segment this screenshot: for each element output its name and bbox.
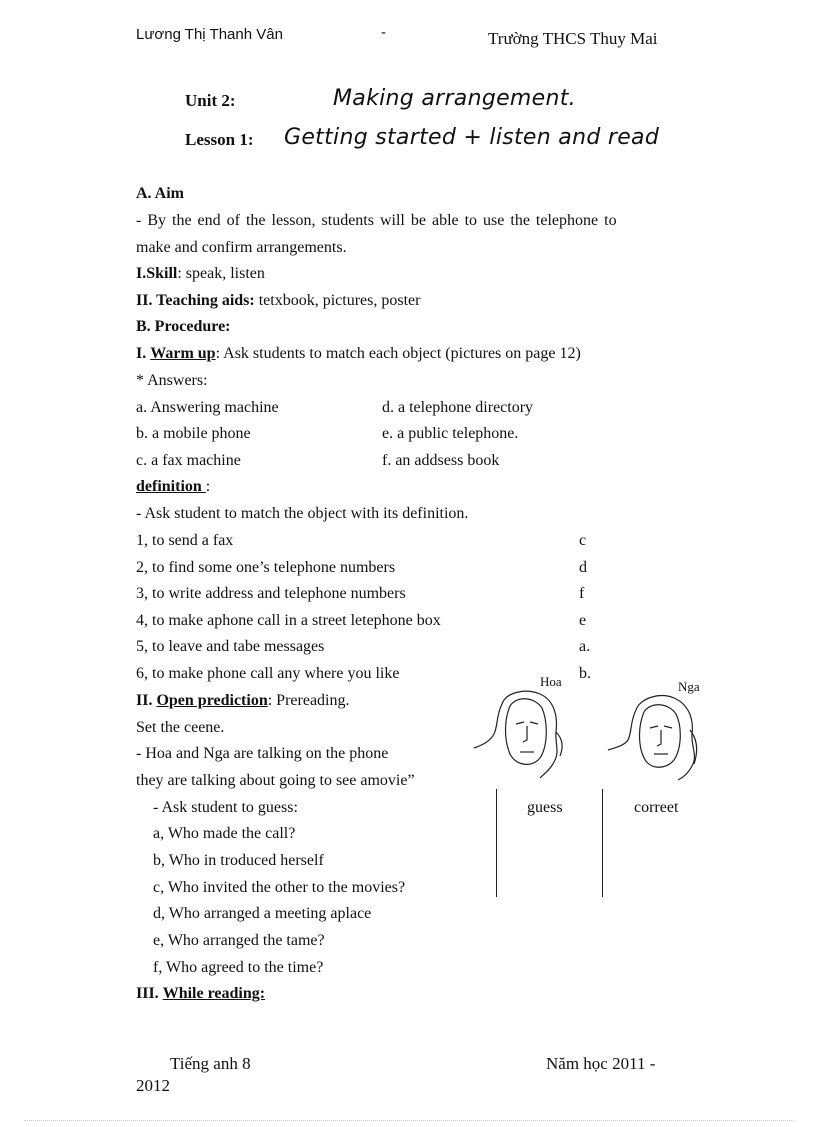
warmup-line <box>136 345 581 363</box>
footer-subject: Tiếng anh 8 <box>170 1054 251 1073</box>
prediction-text: : Prereading. <box>267 692 350 709</box>
definition-item: 3, to write address and telephone numbers <box>136 585 406 602</box>
name-hoa: Hoa <box>540 674 562 689</box>
name-nga: Nga <box>678 679 700 694</box>
footer-school-year: Năm học 2011 - <box>546 1054 656 1073</box>
definition-label: definition <box>136 478 206 495</box>
question: a, Who made the call? <box>153 825 296 842</box>
answers-label: * Answers: <box>136 372 208 389</box>
answer-left: a. Answering machine <box>136 399 279 416</box>
definition-colon: : <box>205 478 211 495</box>
aim-heading: A. Aim <box>136 185 184 202</box>
lesson-label: Lesson 1: <box>185 130 254 149</box>
question: f, Who agreed to the time? <box>153 959 324 976</box>
answer-left: b. a mobile phone <box>136 425 251 442</box>
while-reading-line <box>136 985 265 1003</box>
question: d, Who arranged a meeting aplace <box>153 905 372 922</box>
aids-label: II. Teaching aids: <box>136 292 255 309</box>
header-author: Lương Thị Thanh Vân <box>136 26 283 43</box>
set-scene: Set the ceene. <box>136 719 225 736</box>
skill-line <box>136 265 265 283</box>
answer-right: e. a public telephone. <box>382 425 519 442</box>
answer-right: d. a telephone directory <box>382 399 534 416</box>
question: b, Who in troduced herself <box>153 852 324 869</box>
scene-line-1: - Hoa and Nga are talking on the phone <box>136 745 389 762</box>
aim-text-1: - By the end of the lesson, students will be able to use the telephone to <box>136 212 617 229</box>
definition-line <box>136 478 210 496</box>
warmup-label: Warm up <box>150 345 216 362</box>
guess-column-header: guess <box>527 799 563 816</box>
definition-item: 6, to make phone call any where you like <box>136 665 400 682</box>
header-school: Trường THCS Thuy Mai <box>488 29 658 48</box>
answer-left: c. a fax machine <box>136 452 241 469</box>
definition-answer: c <box>579 532 587 549</box>
while-reading-num: III. <box>136 985 159 1002</box>
while-reading-label: While reading: <box>162 985 266 1002</box>
warmup-text: : Ask students to match each object (pictures on page 12) <box>215 345 581 362</box>
skill-label: I.Skill <box>136 265 178 282</box>
nga-face-icon <box>606 690 716 790</box>
aids-text: tetxbook, pictures, poster <box>254 292 421 309</box>
definition-answer: e <box>579 612 587 629</box>
unit-label: Unit 2: <box>185 91 236 110</box>
definition-answer: a. <box>579 638 591 655</box>
hoa-face-icon <box>470 686 580 786</box>
page-bottom-divider <box>24 1120 794 1121</box>
answer-right: f. an addsess book <box>382 452 500 469</box>
footer-year: 2012 <box>136 1076 170 1095</box>
question: c, Who invited the other to the movies? <box>153 879 406 896</box>
lesson-title: Getting started + listen and read <box>284 125 660 150</box>
ask-guess: - Ask student to guess: <box>153 799 298 816</box>
definition-answer: f <box>579 585 585 602</box>
prediction-line <box>136 692 349 710</box>
correct-column-header: correet <box>634 799 679 816</box>
question: e, Who arranged the tame? <box>153 932 325 949</box>
prediction-label: Open prediction <box>156 692 268 709</box>
prediction-num: II. <box>136 692 153 709</box>
scene-line-2: they are talking about going to see amovie” <box>136 772 415 789</box>
unit-title: Making arrangement. <box>333 86 576 111</box>
warmup-num: I. <box>136 345 147 362</box>
definition-answer: b. <box>579 665 591 682</box>
column-divider <box>602 789 603 897</box>
definition-answer: d <box>579 559 587 576</box>
aids-line <box>136 292 420 310</box>
definition-item: 5, to leave and tabe messages <box>136 638 325 655</box>
aim-text-2: make and confirm arrangements. <box>136 239 347 256</box>
definition-item: 4, to make aphone call in a street letephone box <box>136 612 441 629</box>
header-dash: - <box>381 24 386 41</box>
skill-text: : speak, listen <box>177 265 265 282</box>
definition-item: 2, to find some one’s telephone numbers <box>136 559 396 576</box>
column-divider <box>496 789 497 897</box>
definition-intro: - Ask student to match the object with its definition. <box>136 505 469 522</box>
definition-item: 1, to send a fax <box>136 532 234 549</box>
procedure-heading: B. Procedure: <box>136 318 231 335</box>
